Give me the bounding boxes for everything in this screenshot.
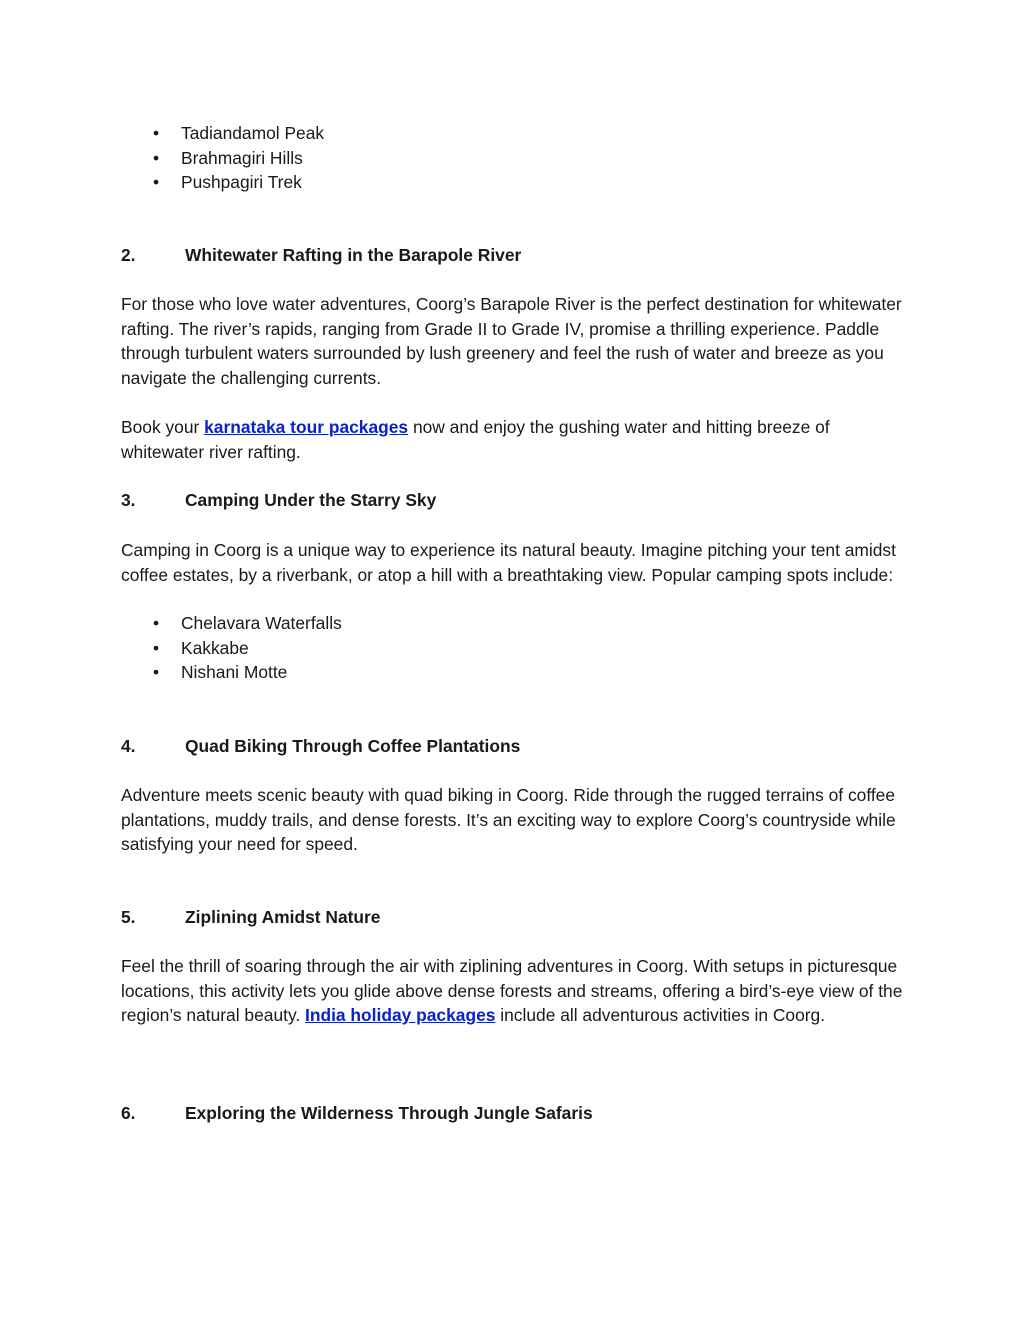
section-number: 5. <box>121 907 136 927</box>
peaks-list <box>121 121 324 195</box>
section-title: Whitewater Rafting in the Barapole River <box>185 245 522 265</box>
section-number: 2. <box>121 245 136 265</box>
rafting-booking-paragraph: Book your karnataka tour packages now and enjoy the gushing water and hitting breeze of whitewater river rafting. <box>121 417 830 462</box>
bullet-icon: • <box>152 147 160 168</box>
camping-spots-list <box>121 611 342 685</box>
list-item: • Brahmagiri Hills <box>121 146 324 171</box>
section-number: 6. <box>121 1103 136 1123</box>
list-item: • Kakkabe <box>121 636 342 661</box>
section-title: Exploring the Wilderness Through Jungle Safaris <box>185 1103 593 1123</box>
bullet-icon: • <box>152 123 160 143</box>
list-item: • Nishani Motte <box>121 660 342 685</box>
section-number: 4. <box>121 736 136 756</box>
section-heading-jungle-safaris <box>121 1101 911 1126</box>
list-item: • Tadiandamol Peak <box>121 121 324 146</box>
section-title: Ziplining Amidst Nature <box>185 907 381 927</box>
ziplining-paragraph: Feel the thrill of soaring through the air with ziplining adventures in Coorg. With setups in picturesque locations, this activity lets you glide above dense forests and streams, offering a bird’s-eye view of the region’s natural beauty. India holiday packages include all adventurous activities in Coorg. <box>121 956 903 1025</box>
section-title: Camping Under the Starry Sky <box>185 490 437 510</box>
list-item: • Pushpagiri Trek <box>121 170 324 195</box>
bullet-icon: • <box>152 662 160 682</box>
quad-biking-paragraph: Adventure meets scenic beauty with quad biking in Coorg. Ride through the rugged terrains of coffee plantations, muddy trails, and dense forests. It’s an exciting way to explore Coorg’s countryside while satisfying your need for speed. <box>121 785 896 854</box>
section-heading-quad-biking <box>121 734 911 759</box>
bullet-icon: • <box>152 637 160 658</box>
karnataka-tour-packages-link[interactable]: karnataka tour packages <box>204 417 409 437</box>
rafting-paragraph: For those who love water adventures, Coorg’s Barapole River is the perfect destination for whitewater rafting. The river’s rapids, ranging from Grade II to Grade IV, promise a thrilling experience. Paddle through turbulent waters surrounded by lush greenery and feel the rush of water and breeze as you navigate the challenging currents. <box>121 294 902 388</box>
india-holiday-packages-link[interactable]: India holiday packages <box>305 1005 496 1025</box>
section-title: Quad Biking Through Coffee Plantations <box>185 736 521 756</box>
bullet-icon: • <box>152 172 160 192</box>
section-heading-rafting <box>121 243 911 268</box>
camping-paragraph: Camping in Coorg is a unique way to experience its natural beauty. Imagine pitching your tent amidst coffee estates, by a riverbank, or atop a hill with a breathtaking view. Popular camping spots include: <box>121 540 896 585</box>
list-item: • Chelavara Waterfalls <box>121 611 342 636</box>
section-heading-camping <box>121 488 911 513</box>
section-number: 3. <box>121 490 136 510</box>
bullet-icon: • <box>152 613 160 633</box>
section-heading-ziplining <box>121 905 911 930</box>
